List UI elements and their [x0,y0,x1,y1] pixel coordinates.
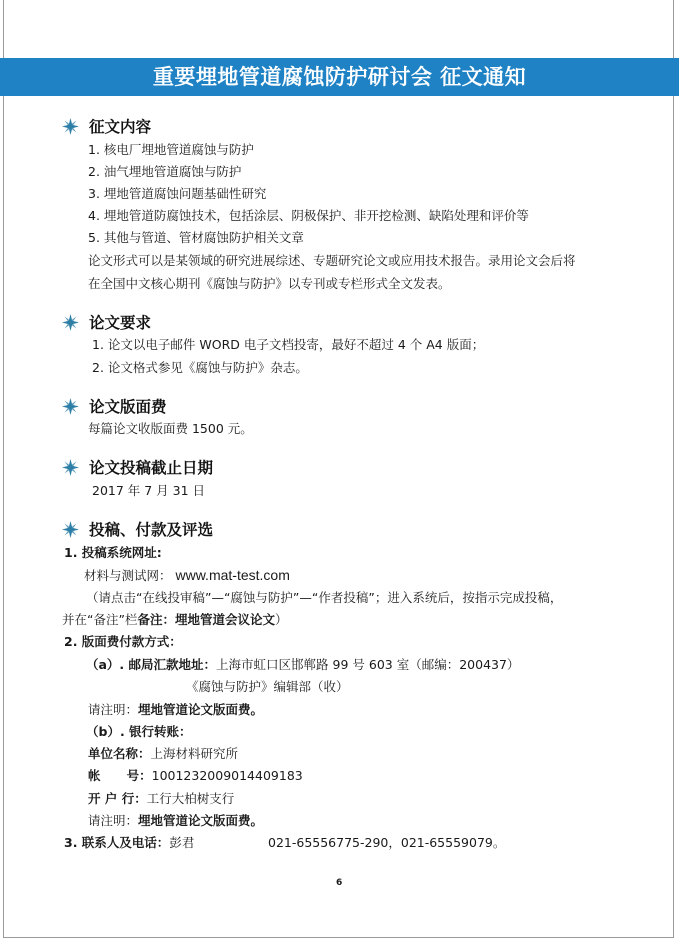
note-line [88,812,263,830]
list-item: 4. 埋地管道防腐蚀技术，包括涂层、阴极保护、非开挖检测、缺陷处理和评价等 [88,208,529,223]
bank-name-value: 工行大柏树支行 [146,791,235,806]
sparkle-bullet-icon [62,398,79,415]
sparkle-bullet-icon [62,118,79,135]
instruction-line [62,611,287,629]
section-title: 论文要求 [89,314,152,332]
website-line [84,566,290,585]
section-title: 论文投稿截止日期 [89,459,214,477]
note-text: 埋地管道论文版面费。 [138,702,264,717]
instruction-prefix: 并在“备注”栏 [62,612,138,627]
page-number: 6 [336,878,343,888]
account-value: 1001232009014409183 [151,768,303,783]
list-item: 1. 核电厂埋地管道腐蚀与防护 [88,142,254,157]
account-line [88,767,303,785]
page-title: 重要埋地管道腐蚀防护研讨会 征文通知 [0,58,679,96]
section-heading-submission [62,517,213,541]
contact-heading: 3. 联系人及电话： [64,835,170,850]
instruction-suffix: ） [274,612,288,627]
postal-line [86,656,519,674]
note-prefix: 请注明： [88,813,139,828]
fee-text: 每篇论文收版面费 1500 元。 [88,421,253,436]
website-link[interactable]: www.mat-test.com [175,567,290,583]
bank-name-label: 开 户 行： [88,791,147,806]
subheading-payment: 2. 版面费付款方式： [64,634,182,649]
section-title: 征文内容 [89,118,152,136]
postal-recipient: 《腐蚀与防护》编辑部（收） [186,679,349,694]
section-heading-deadline [62,455,213,479]
subheading-system: 1. 投稿系统网址: [64,545,162,560]
unit-line [88,745,238,763]
contact-line [64,834,194,852]
unit-label: 单位名称： [88,746,151,761]
bank-name-line [88,790,234,808]
paragraph-line: 在全国中文核心期刊《腐蚀与防护》以专刊或专栏形式全文发表。 [88,276,451,291]
account-label: 帐 号： [88,768,152,783]
sparkle-bullet-icon [62,521,79,538]
instruction-line: （请点击“在线投审稿”—“腐蚀与防护”—“作者投稿”；进入系统后，按指示完成投稿， [86,590,563,605]
list-item: 2. 油气埋地管道腐蚀与防护 [88,164,242,179]
postal-address: 上海市虹口区邯郸路 99 号 603 室（邮编：200437） [216,657,520,672]
section-heading-topics [62,114,151,138]
section-heading-requirements [62,310,151,334]
deadline-date: 2017 年 7 月 31 日 [92,483,206,498]
paragraph-line: 论文形式可以是某领域的研究进展综述、专题研究论文或应用技术报告。录用论文会后将 [88,253,576,268]
sparkle-bullet-icon [62,314,79,331]
contact-name: 彭君 [169,835,195,850]
list-item: 3. 埋地管道腐蚀问题基础性研究 [88,186,267,201]
note-line [88,701,263,719]
unit-value: 上海材料研究所 [150,746,239,761]
list-item: 5. 其他与管道、管材腐蚀防护相关文章 [88,230,304,245]
contact-phone: 021-65556775-290，021-65559079。 [268,835,506,850]
bank-label: （b）. 银行转账： [86,724,192,739]
list-item: 1. 论文以电子邮件 WORD 电子文档投寄，最好不超过 4 个 A4 版面； [92,337,485,352]
note-text: 埋地管道论文版面费。 [138,813,264,828]
note-prefix: 请注明： [88,702,139,717]
list-item: 2. 论文格式参见《腐蚀与防护》杂志。 [92,360,308,375]
section-title: 投稿、付款及评选 [89,521,214,539]
postal-label: （a）. 邮局汇款地址： [86,657,217,672]
sparkle-bullet-icon [62,459,79,476]
website-label: 材料与测试网： [84,568,172,583]
section-heading-fee [62,394,167,418]
instruction-remark: 备注：埋地管道会议论文 [137,612,275,627]
section-title: 论文版面费 [89,398,167,416]
